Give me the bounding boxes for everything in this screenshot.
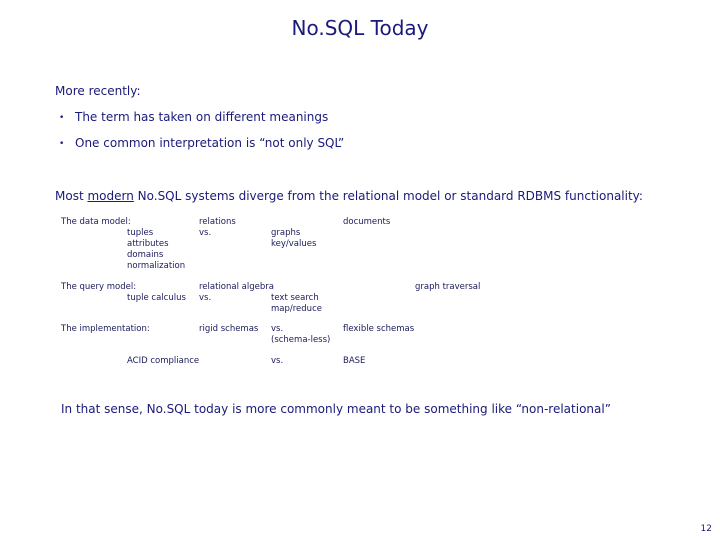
diverge-sentence xyxy=(55,189,643,203)
vs-text: vs. xyxy=(199,293,212,303)
base-text: BASE xyxy=(343,356,366,366)
relations-text: relations xyxy=(199,217,236,227)
vs-text: vs. xyxy=(271,356,284,366)
diverge-suffix: No.SQL systems diverge from the relational model or standard RDBMS functionality: xyxy=(133,189,643,203)
documents-text: documents xyxy=(343,217,391,227)
vs-text: vs. xyxy=(271,324,284,334)
map-reduce-text: map/reduce xyxy=(271,304,322,314)
tuple-calculus-text: tuple calculus xyxy=(127,293,186,303)
diverge-underlined: modern xyxy=(87,189,134,203)
data-model-item: attributes xyxy=(127,239,169,249)
bullet-1: The term has taken on different meanings xyxy=(75,110,329,124)
data-model-item: tuples xyxy=(127,228,154,238)
flexible-schemas-text: flexible schemas xyxy=(343,324,415,334)
bullet-2: One common interpretation is “not only SQL” xyxy=(75,136,345,150)
bullet-dot: • xyxy=(59,139,65,149)
vs-text: vs. xyxy=(199,228,212,238)
data-model-items xyxy=(127,228,185,272)
rigid-schemas-text: rigid schemas xyxy=(199,324,259,334)
intro-text: More recently: xyxy=(55,84,141,98)
conclusion-text: In that sense, No.SQL today is more commonly meant to be something like “non-relational” xyxy=(61,402,611,416)
schema-less-text: (schema-less) xyxy=(271,335,331,345)
data-model-item: domains xyxy=(127,250,164,260)
graphs-text: graphs xyxy=(271,228,301,238)
slide-title: No.SQL Today xyxy=(291,16,429,40)
data-model-label: The data model: xyxy=(61,217,131,227)
implementation-label: The implementation: xyxy=(61,324,150,334)
diverge-prefix: Most xyxy=(55,189,88,203)
keyvalues-text: key/values xyxy=(271,239,317,249)
acid-text: ACID compliance xyxy=(127,356,200,366)
data-model-item: normalization xyxy=(127,261,186,271)
graph-traversal-text: graph traversal xyxy=(415,282,481,292)
relational-algebra-text: relational algebra xyxy=(199,282,274,292)
bullet-dot: • xyxy=(59,113,65,123)
query-model-label: The query model: xyxy=(61,282,137,292)
page-number: 12 xyxy=(700,524,712,534)
text-search-text: text search xyxy=(271,293,319,303)
